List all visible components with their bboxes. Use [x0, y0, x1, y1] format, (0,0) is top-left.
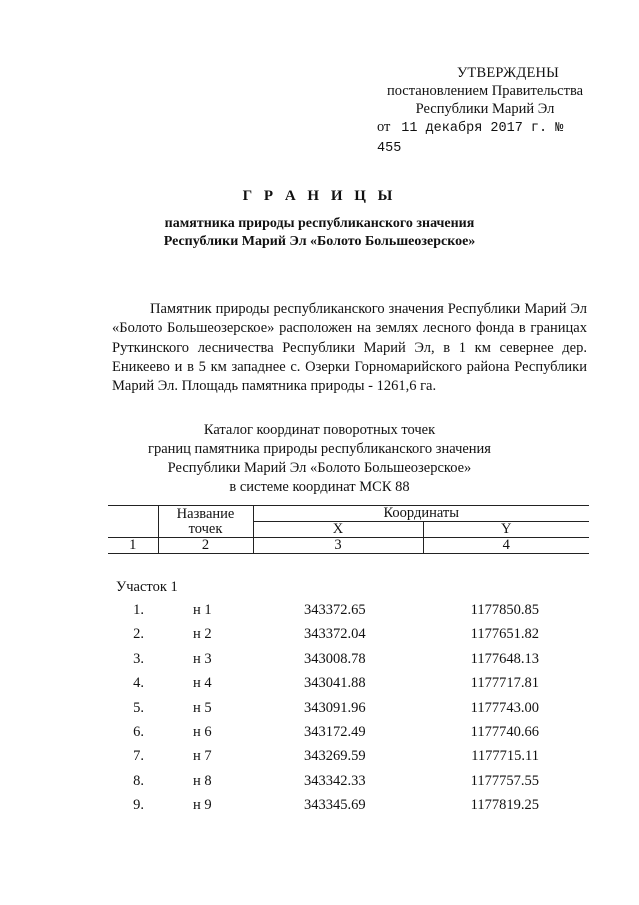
row-x: 343008.78 — [304, 650, 366, 667]
col-number-1: 1 — [108, 538, 158, 554]
row-y: 1177651.82 — [470, 626, 539, 643]
document-subtitle — [0, 215, 639, 251]
row-x: 343372.04 — [304, 626, 366, 643]
row-x: 343269.59 — [304, 748, 366, 765]
table-row — [108, 624, 589, 648]
row-x: 343041.88 — [304, 675, 366, 692]
header-empty-cell — [108, 506, 158, 538]
table-row — [108, 722, 589, 746]
row-x: 343091.96 — [304, 699, 366, 716]
row-x: 343342.33 — [304, 772, 366, 789]
description-paragraph: Памятник природы республиканского значения Республики Марий Эл «Болото Большеозерское» расположен на землях лесного фонда в границах Руткинского лесничества Республики Марий Эл, в 1 км севернее дер. Еникеево и в 5 км западнее с. Озерки Горномарийского района Республики Марий Эл. Площадь памятника природы - 1261,6 га. — [112, 301, 587, 395]
col-number-3: 3 — [253, 538, 423, 554]
row-y: 1177743.00 — [470, 699, 539, 716]
approval-date — [377, 118, 595, 158]
row-number: 7. — [133, 748, 144, 765]
table-row — [108, 795, 589, 819]
table-row — [108, 649, 589, 673]
table-row — [108, 600, 589, 624]
header-y: Y — [423, 522, 589, 538]
row-x: 343372.65 — [304, 602, 366, 618]
row-y: 1177740.66 — [470, 723, 539, 740]
row-point-name: н 5 — [193, 699, 212, 716]
row-x: 343172.49 — [304, 723, 366, 740]
table-row — [108, 673, 589, 697]
row-number: 9. — [133, 797, 144, 814]
subtitle-line-2: Республики Марий Эл «Болото Большеозерское» — [163, 234, 476, 249]
section-label: Участок 1 — [116, 579, 178, 595]
row-y: 1177850.85 — [470, 602, 539, 618]
approval-block — [375, 64, 595, 158]
row-point-name: н 9 — [193, 797, 212, 814]
row-number: 3. — [133, 650, 144, 667]
row-number: 8. — [133, 772, 144, 789]
row-y: 1177648.13 — [470, 650, 539, 667]
row-y: 1177715.11 — [471, 748, 539, 765]
catalog-heading — [0, 421, 639, 497]
row-number: 1. — [133, 602, 144, 618]
catalog-line-2: границ памятника природы республиканского значения — [148, 441, 491, 457]
header-x: X — [253, 522, 423, 538]
row-point-name: н 4 — [193, 675, 212, 692]
approval-date-prefix: от — [377, 119, 391, 135]
approval-line-1: постановлением Правительства — [386, 83, 584, 99]
row-y: 1177819.25 — [470, 797, 539, 814]
approval-date-value: 11 декабря 2017 г. № 455 — [377, 121, 564, 156]
coordinates-rows — [108, 600, 589, 820]
subtitle-line-1: памятника природы республиканского значения — [164, 216, 475, 231]
col-number-2: 2 — [158, 538, 253, 554]
catalog-line-4: в системе координат МСК 88 — [229, 479, 410, 495]
coordinates-table-header — [108, 505, 589, 554]
row-point-name: н 7 — [193, 748, 212, 765]
row-number: 5. — [133, 699, 144, 716]
approval-title: УТВЕРЖДЕНЫ — [456, 65, 560, 81]
row-point-name: н 2 — [193, 626, 212, 643]
col-number-4: 4 — [423, 538, 589, 554]
row-point-name: н 1 — [193, 602, 212, 618]
header-coordinates: Координаты — [253, 506, 589, 522]
row-point-name: н 6 — [193, 723, 212, 740]
row-number: 2. — [133, 626, 144, 643]
row-point-name: н 3 — [193, 650, 212, 667]
row-number: 6. — [133, 723, 144, 740]
row-y: 1177757.55 — [470, 772, 539, 789]
table-row — [108, 698, 589, 722]
table-row — [108, 771, 589, 795]
header-name-line-1: Название — [176, 505, 235, 522]
row-point-name: н 8 — [193, 772, 212, 789]
catalog-line-3: Республики Марий Эл «Болото Большеозерское» — [167, 460, 472, 476]
table-row — [108, 746, 589, 770]
catalog-line-1: Каталог координат поворотных точек — [203, 422, 436, 438]
header-name-line-2: точек — [188, 520, 223, 537]
document-title: Г Р А Н И Ц Ы — [242, 188, 397, 204]
row-x: 343345.69 — [304, 797, 366, 814]
row-number: 4. — [133, 675, 144, 692]
header-point-name — [158, 506, 253, 538]
row-y: 1177717.81 — [470, 675, 539, 692]
approval-line-2: Республики Марий Эл — [415, 101, 555, 117]
